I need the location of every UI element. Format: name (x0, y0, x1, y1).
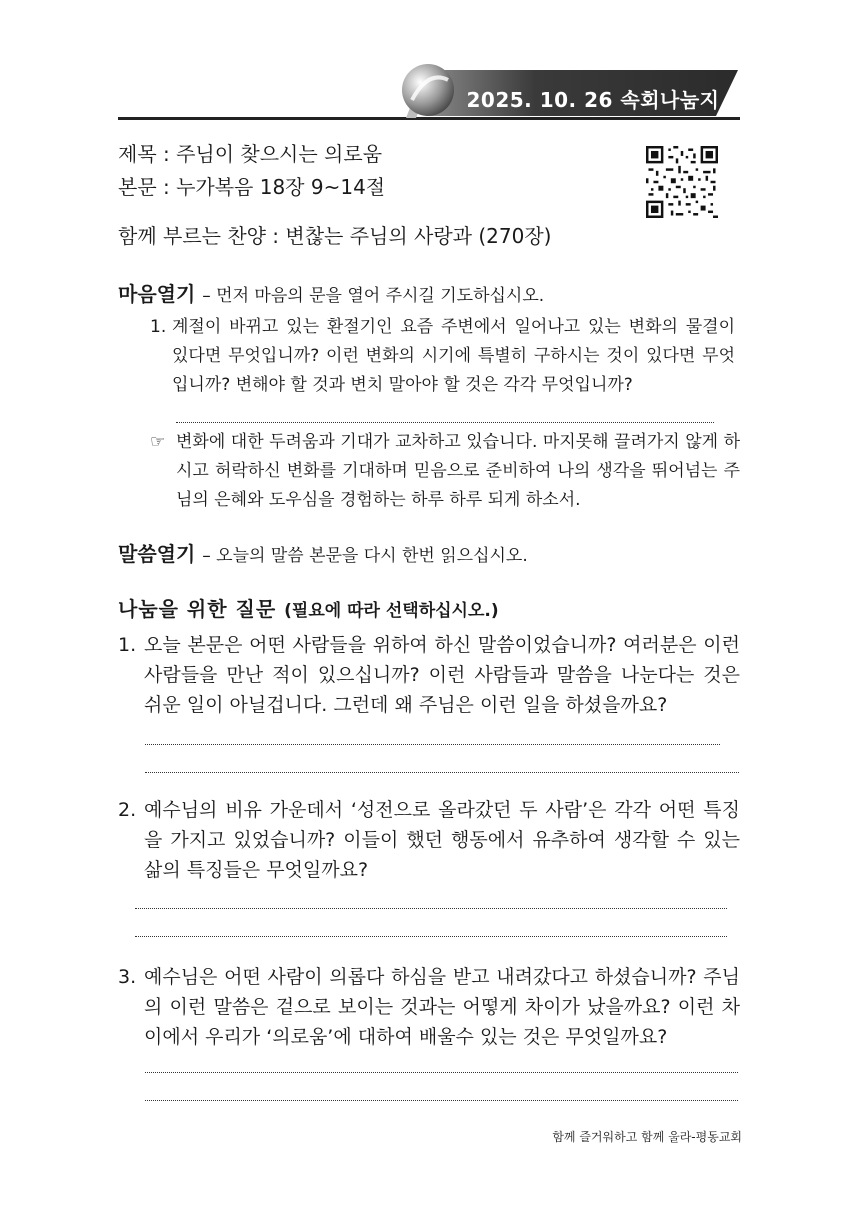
word-section-heading (118, 538, 528, 567)
answer-line[interactable] (145, 1100, 738, 1101)
heart-question-item (150, 313, 735, 400)
question-1 (118, 630, 740, 720)
answer-line[interactable] (145, 744, 720, 745)
question-text: 예수님의 비유 가운데서 ‘성전으로 올라갔던 두 사람’은 각각 어떤 특징을 가지고 있었습니까? 이들이 했던 행동에서 유추하여 생각할 수 있는 삶의 특징들은 무엇일까요? (144, 799, 740, 881)
scripture-reference: 본문 : 누가복음 18장 9~14절 (118, 175, 386, 199)
sermon-title: 제목 : 주님이 찾으시는 의로움 (118, 142, 383, 166)
heart-section-title: 마음열기 (118, 282, 196, 306)
sharing-section-subtitle: (필요에 따라 선택하십시오.) (284, 601, 499, 621)
pointing-hand-icon: ☞ (150, 432, 166, 452)
word-section-title: 말씀열기 (118, 542, 196, 566)
qr-code-icon[interactable] (646, 146, 718, 218)
answer-line[interactable] (135, 908, 727, 909)
question-number: 1. (118, 634, 137, 656)
question-2 (118, 795, 740, 885)
question-3 (118, 962, 740, 1052)
heart-question-number: 1. (150, 317, 167, 337)
question-number: 3. (118, 966, 137, 988)
heart-question-text: 계절이 바뀌고 있는 환절기인 요즘 주변에서 일어나고 있는 변화의 물결이 있다면 무엇입니까? 이런 변화의 시기에 특별히 구하시는 것이 있다면 무엇입니까? 변해야 할 것과 변치 말아야 할 것은 각각 무엇입니까? (172, 317, 735, 395)
header-banner-text: 2025. 10. 26 속회나눔지 (466, 88, 720, 112)
question-number: 2. (118, 799, 137, 821)
answer-line[interactable] (145, 772, 739, 773)
question-text: 예수님은 어떤 사람이 의롭다 하심을 받고 내려갔다고 하셨습니까? 주님의 이런 말씀은 겉으로 보이는 것과는 어떻게 차이가 났을까요? 이런 차이에서 우리가 ‘의로움’에 대하여 배울수 있는 것은 무엇일까요? (144, 966, 740, 1048)
hymn-line: 함께 부르는 찬양 : 변찮는 주님의 사랑과 (270장) (118, 224, 552, 248)
circle-ornament-icon (402, 64, 454, 116)
heart-prayer-text: 변화에 대한 두려움과 기대가 교차하고 있습니다. 마지못해 끌려가지 않게 하시고 허락하신 변화를 기대하며 믿음으로 준비하여 나의 생각을 뛰어넘는 주님의 은혜와 도우심을 경험하는 하루 하루 되게 하소서. (176, 432, 740, 510)
answer-line[interactable] (176, 422, 714, 423)
sharing-section-title: 나눔을 위한 질문 (118, 597, 277, 621)
footer-motto: 함께 즐거워하고 함께 울라-평동교회 (552, 1130, 742, 1144)
heart-section-heading (118, 278, 544, 307)
heart-prayer (150, 428, 740, 515)
answer-line[interactable] (145, 1072, 738, 1073)
answer-line[interactable] (135, 936, 727, 937)
question-text: 오늘 본문은 어떤 사람들을 위하여 하신 말씀이었습니까? 여러분은 이런 사람들을 만난 적이 있으십니까? 이런 사람들과 말씀을 나눈다는 것은 쉬운 일이 아닐겁니다. 그런데 왜 주님은 이런 일을 하셨을까요? (144, 634, 740, 716)
sharing-section-heading (118, 593, 499, 622)
heart-section-desc: – 먼저 마음의 문을 열어 주시길 기도하십시오. (202, 286, 545, 306)
word-section-desc: – 오늘의 말씀 본문을 다시 한번 읽으십시오. (202, 546, 528, 566)
